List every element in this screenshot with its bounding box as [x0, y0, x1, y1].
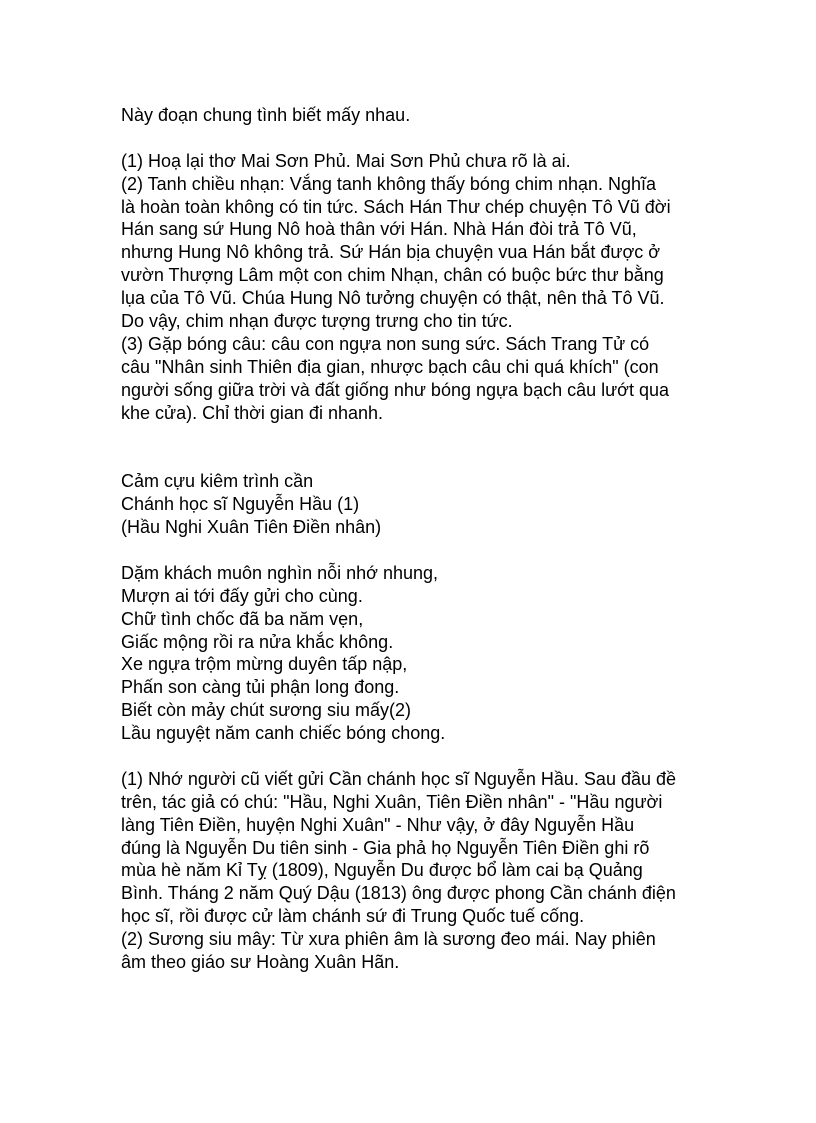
note-line: đúng là Nguyễn Du tiên sinh - Gia phả họ Nguyễn Tiên Điền ghi rõ	[121, 837, 650, 858]
note-line: là hoàn toàn không có tin tức. Sách Hán Thư chép chuyện Tô Vũ đời	[121, 196, 671, 217]
note-line: mùa hè năm Kỉ Tỵ (1809), Nguyễn Du được bổ làm cai bạ Quảng	[121, 860, 643, 881]
poem-title	[121, 470, 721, 539]
note-line: nhưng Hung Nô không trả. Sứ Hán bịa chuyện vua Hán bắt được ở	[121, 242, 661, 263]
poem-title-line: (Hầu Nghi Xuân Tiên Điền nhân)	[121, 517, 382, 538]
note-line: (2) Tanh chiều nhạn: Vắng tanh không thấy bóng chim nhạn. Nghĩa	[121, 173, 657, 194]
spacer	[121, 745, 721, 768]
poem-verse: Mượn ai tới đấy gửi cho cùng.	[121, 585, 363, 606]
spacer	[121, 424, 721, 470]
poem-title-line: Cảm cựu kiêm trình cần	[121, 471, 314, 492]
intro-line: Này đoạn chung tình biết mấy nhau.	[121, 105, 411, 125]
note-line: trên, tác giả có chú: "Hầu, Nghi Xuân, Tiên Điền nhân" - "Hầu người	[121, 791, 663, 812]
poem-body	[121, 562, 721, 745]
note-line: (2) Sương siu mây: Từ xưa phiên âm là sương đeo mái. Nay phiên	[121, 929, 656, 950]
document-body	[121, 104, 721, 974]
note-line: lụa của Tô Vũ. Chúa Hung Nô tưởng chuyện có thật, nên thả Tô Vũ.	[121, 288, 665, 309]
note-line: làng Tiên Điền, huyện Nghi Xuân" - Như vậy, ở đây Nguyễn Hầu	[121, 814, 635, 835]
note-line: âm theo giáo sư Hoàng Xuân Hãn.	[121, 951, 400, 972]
note-line: Do vậy, chim nhạn được tượng trưng cho tin tức.	[121, 311, 513, 332]
note-line: vườn Thượng Lâm một con chim Nhạn, chân có buộc bức thư bằng	[121, 265, 664, 286]
note-line: (1) Nhớ người cũ viết gửi Cần chánh học sĩ Nguyễn Hầu. Sau đầu đề	[121, 768, 677, 789]
poem-verse: Chữ tình chốc đã ba năm vẹn,	[121, 608, 364, 629]
note-line: Hán sang sứ Hung Nô hoà thân với Hán. Nhà Hán đòi trả Tô Vũ,	[121, 219, 637, 240]
poem-verse: Dặm khách muôn nghìn nỗi nhớ nhung,	[121, 562, 439, 583]
note-line: (3) Gặp bóng câu: câu con ngựa non sung sức. Sách Trang Tử có	[121, 333, 650, 354]
spacer	[121, 539, 721, 562]
note-line: người sống giữa trời và đất giống như bóng ngựa bạch câu lướt qua	[121, 379, 669, 400]
poem-verse: Lầu nguyệt năm canh chiếc bóng chong.	[121, 723, 446, 744]
note-line: (1) Hoạ lại thơ Mai Sơn Phủ. Mai Sơn Phủ chưa rõ là ai.	[121, 150, 571, 171]
note-line: câu "Nhân sinh Thiên địa gian, nhược bạch câu chi quá khích" (con	[121, 356, 659, 377]
note-line: Bình. Tháng 2 năm Quý Dậu (1813) ông được phong Cần chánh điện	[121, 883, 676, 904]
footnotes-second-poem	[121, 768, 721, 974]
footnotes-first-poem	[121, 150, 721, 425]
poem-verse: Xe ngựa trộm mừng duyên tấp nập,	[121, 654, 408, 675]
poem-title-line: Chánh học sĩ Nguyễn Hầu (1)	[121, 494, 360, 515]
poem-verse: Phấn son càng tủi phận long đong.	[121, 677, 400, 698]
spacer	[121, 127, 721, 150]
poem-verse: Giấc mộng rồi ra nửa khắc không.	[121, 631, 394, 652]
note-line: học sĩ, rồi được cử làm chánh sứ đi Trung Quốc tuế cống.	[121, 906, 585, 927]
note-line: khe cửa). Chỉ thời gian đi nhanh.	[121, 402, 384, 423]
poem-verse: Biết còn mảy chút sương siu mấy(2)	[121, 700, 411, 721]
